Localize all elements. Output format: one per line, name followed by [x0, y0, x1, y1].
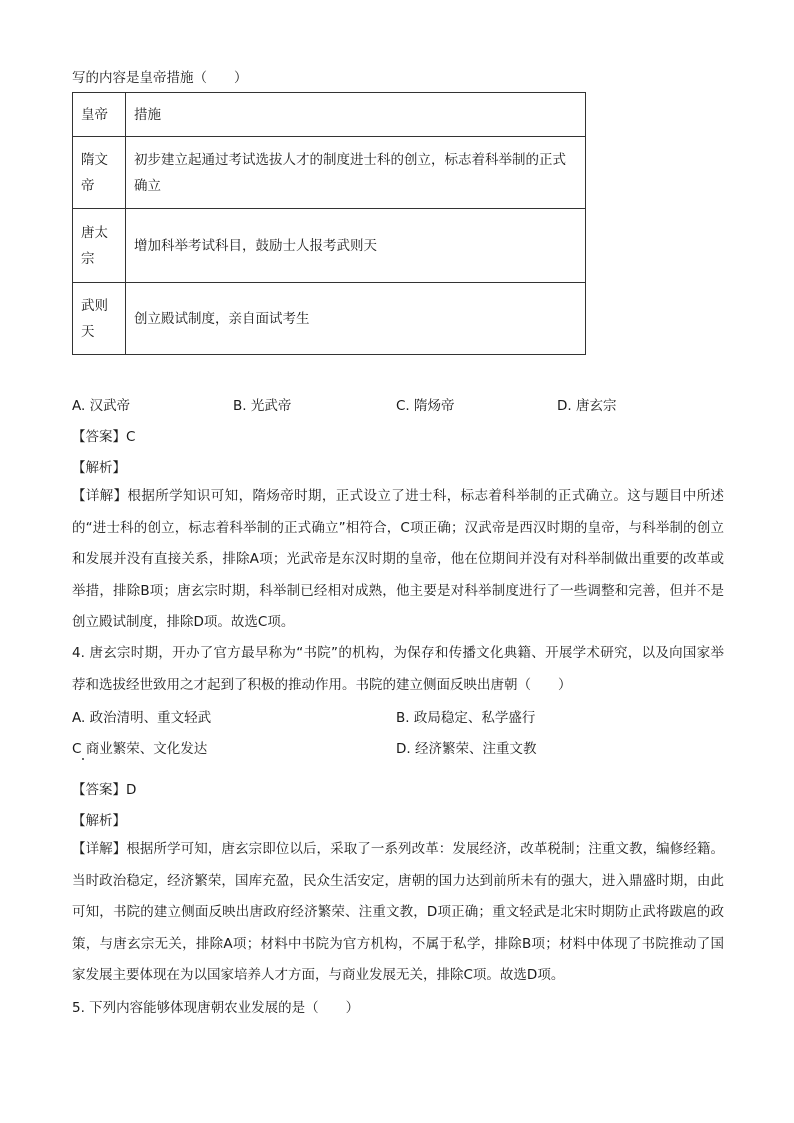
cell-measure: 创立殿试制度，亲自面试考生: [126, 283, 586, 355]
option-b: B. 光武帝: [233, 398, 292, 414]
option-c: C 商业繁荣、文化发达: [72, 741, 208, 757]
emperor-measures-table: [72, 92, 586, 355]
analysis-label: 【解析】: [72, 813, 126, 829]
table-row: [73, 283, 586, 355]
cell-emperor: 隋文帝: [73, 137, 126, 209]
question-stem: 5. 下列内容能够体现唐朝农业发展的是（ ）: [72, 1000, 360, 1016]
analysis-label: 【解析】: [72, 460, 126, 476]
option-d: D. 唐玄宗: [557, 398, 617, 414]
cell-measure: 初步建立起通过考试选拔人才的制度进士科的创立，标志着科举制的正式确立: [126, 137, 586, 209]
option-c: C. 隋炀帝: [396, 398, 455, 414]
option-d: D. 经济繁荣、注重文教: [396, 741, 537, 757]
stray-dot: [82, 758, 84, 760]
table-header-row: [73, 93, 586, 137]
header-measure: 措施: [126, 93, 586, 137]
cell-emperor: 武则天: [73, 283, 126, 355]
option-a: A. 汉武帝: [72, 398, 131, 414]
answer-label: 【答案】D: [72, 782, 137, 798]
table-row: [73, 137, 586, 209]
table-row: [73, 209, 586, 283]
cell-emperor: 唐太宗: [73, 209, 126, 283]
question-stem: 4. 唐玄宗时期，开办了官方最早称为“书院”的机构，为保存和传播文化典籍、开展学术研究，以及向国家举荐和选拔经世致用之才起到了积极的推动作用。书院的建立侧面反映出唐朝（ ）: [72, 645, 724, 693]
detail-paragraph: 【详解】根据所学可知，唐玄宗即位以后，采取了一系列改革：发展经济，改革税制；注重文教，编修经籍。当时政治稳定，经济繁荣，国库充盈，民众生活安定，唐朝的国力达到前所未有的强大，进入鼎盛时期，由此可知，书院的建立侧面反映出唐政府经济繁荣、注重文教，D项正确；重文轻武是北宋时期防止武将跋扈的政策，与唐玄宗无关，排除A项；材料中书院为官方机构，不属于私学，排除B项；材料中体现了书院推动了国家发展主要体现在为以国家培养人才方面，与商业发展无关，排除C项。故选D项。: [72, 841, 724, 983]
header-emperor: 皇帝: [73, 93, 126, 137]
option-a: A. 政治清明、重文轻武: [72, 710, 212, 726]
cell-measure: 增加科举考试科目，鼓励士人报考武则天: [126, 209, 586, 283]
answer-label: 【答案】C: [72, 429, 136, 445]
detail-paragraph: 【详解】根据所学知识可知，隋炀帝时期，正式设立了进士科，标志着科举制的正式确立。这与题目中所述的“进士科的创立，标志着科举制的正式确立”相符合，C项正确；汉武帝是西汉时期的皇帝，与科举制的创立和发展并没有直接关系，排除A项；光武帝是东汉时期的皇帝，他在位期间并没有对科举制做出重要的改革或举措，排除B项；唐玄宗时期，科举制已经相对成熟，他主要是对科举制度进行了一些调整和完善，但并不是创立殿试制度，排除D项。故选C项。: [72, 488, 724, 630]
option-b: B. 政局稳定、私学盛行: [396, 710, 536, 726]
question-intro: 写的内容是皇帝措施（ ）: [72, 70, 248, 86]
